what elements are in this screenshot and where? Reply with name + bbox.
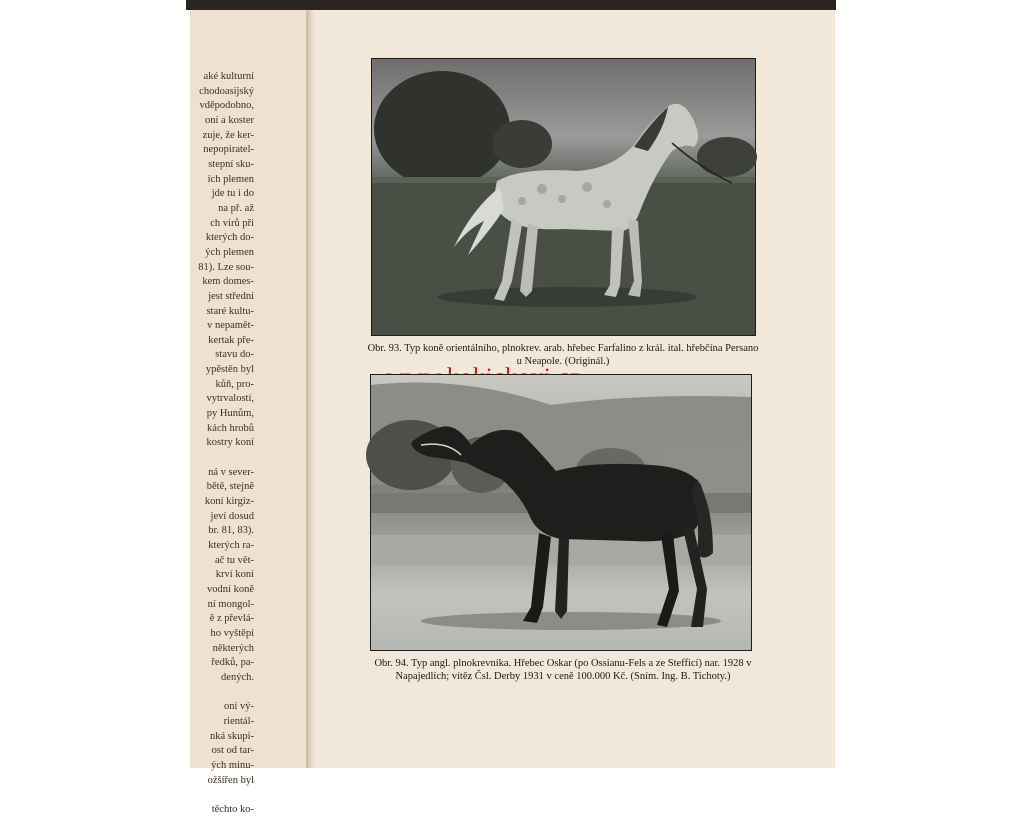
left-page-line: ých plemen — [205, 246, 254, 258]
left-page-line — [190, 788, 306, 803]
left-page-line: jde tu i do — [211, 188, 254, 200]
left-page-line: nepopiratel- — [203, 144, 254, 156]
left-page-line: oní a koster — [205, 114, 254, 126]
left-page-line: kůň, pro- — [215, 378, 254, 390]
left-page-line: ná v sever- — [208, 466, 254, 478]
left-page-line: kem domes- — [202, 276, 254, 288]
left-page-line: těchto ko- — [211, 803, 254, 815]
figure-93-caption: Obr. 93. Typ koně orientálního, plnokrev. arab. hřebec Farfalino z král. ital. hřebčína Persano u Neapole. (Originál.) — [367, 343, 759, 367]
book-top-edge — [186, 0, 836, 10]
figure-94-photo — [370, 374, 752, 651]
left-page-line: vděpodobno, — [199, 100, 254, 112]
left-page-line: ypěstěn byl — [205, 364, 254, 376]
left-page-line: rientál- — [223, 715, 254, 727]
left-page-line — [190, 686, 306, 701]
left-page-line: kách hrobů — [207, 422, 254, 434]
left-page-line: chodoasijský — [199, 85, 254, 97]
left-page-line: na př. až — [218, 202, 254, 214]
left-page-line: ní mongol- — [207, 598, 254, 610]
figure-94-caption: Obr. 94. Typ angl. plnokrevníka. Hřebec Oskar (po Ossianu-Fels a ze Stefficí) nar. 1928 v Napajedlích; vítěz Čsl. Derby 1931 v ceně 100.000 Kč. (Sním. Ing. B. Tichoty.) — [374, 658, 752, 682]
left-page-line: vytrvalostí, — [206, 393, 254, 405]
left-page — [190, 10, 308, 815]
left-page-line: kterých ra- — [208, 540, 254, 551]
left-page-line: staré kultu- — [206, 305, 254, 317]
left-page-line: nká skupi- — [209, 730, 254, 742]
dark-horse-illustration — [371, 375, 751, 650]
left-page-line: jest střední — [208, 290, 254, 302]
left-page-line: 81). Lze sou- — [198, 261, 254, 273]
left-page-text — [190, 70, 306, 817]
left-page-line: aké kulturní — [203, 71, 254, 82]
left-page-line: br. 81, 83). — [208, 525, 254, 537]
left-page-line: kterých do- — [205, 232, 254, 244]
left-page-line: ožšířen byl — [207, 774, 254, 786]
left-page-line: ač tu vět- — [214, 554, 254, 566]
left-page-line: stepní sku- — [208, 158, 254, 170]
left-page-line: ých minu- — [211, 759, 254, 771]
left-page-line: koní kirgiz- — [204, 496, 254, 508]
left-page-line: jeví dosud — [210, 510, 254, 522]
left-page-line: py Hunům, — [206, 408, 254, 420]
left-page-line: některých — [212, 642, 254, 654]
left-page-line: stavu do- — [215, 349, 254, 361]
left-page-line: ích plemen — [207, 173, 254, 185]
grey-horse-illustration — [372, 59, 755, 335]
left-page-line: v nepamět- — [207, 320, 254, 332]
left-page-line: ost od tar- — [211, 745, 254, 757]
figure-93-photo — [371, 58, 756, 336]
left-page-line: ho vyštěpí — [210, 627, 254, 639]
left-page-line: ch virů při — [210, 217, 254, 229]
left-page-line: kostry koní — [206, 437, 254, 449]
left-page-line — [190, 451, 306, 466]
left-page-line: oní vý- — [223, 701, 254, 713]
left-page-line: bětě, stejně — [206, 481, 254, 493]
left-page-line: ředků, pa- — [211, 657, 254, 669]
left-page-line: ě z převlá- — [209, 613, 254, 625]
left-page-line: dených. — [221, 671, 254, 683]
left-page-line: krví koní — [215, 569, 254, 581]
left-page-line: kertak pře- — [208, 334, 254, 346]
left-page-line: zuje, že ker- — [202, 129, 254, 141]
left-page-line: vodní koně — [207, 583, 254, 595]
